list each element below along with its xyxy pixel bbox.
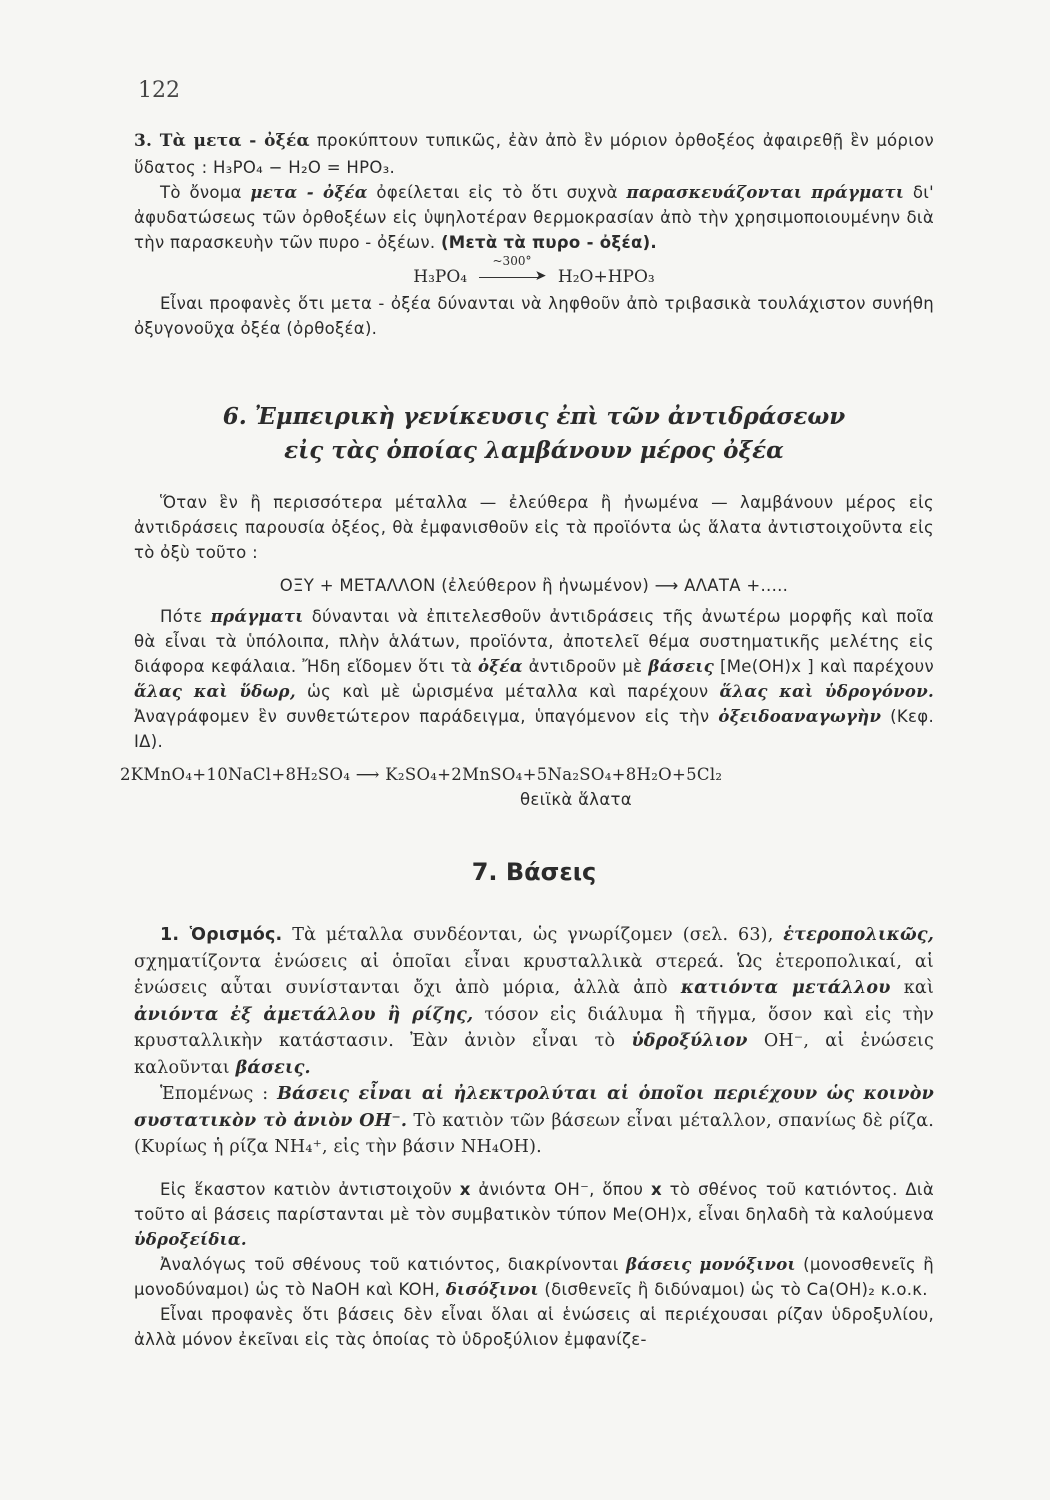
metals-acids-paragraph: Ὅταν ἓν ἢ περισσότερα μέταλλα — ἐλεύθερα ἢ ἠνωμένα — λαμβάνουν μέρος εἰς ἀντιδράσεις παρουσία ὀξέος, θὰ ἐμφανισθοῦν εἰς τὰ προϊόντα ὡς ἅλατα ἀντιστοιχοῦντα εἰς τὸ ὀξὺ τοῦτο : [134,493,934,562]
section-bases-body [134,922,934,1352]
reaction-arrow: ~300° ➤ [479,270,547,284]
phosphoric-dehydration-equation: H₃PO₄ ~300° ➤ H₂O+HPO₃ [413,254,655,287]
meta-acids-heading: 3. Τὰ μετα - ὀξέα [134,131,310,151]
section-6-title-line2: εἰς τὰς ὁποίας λαμβάνουν μέρος ὀξέα [284,437,784,464]
sulfate-salts-note: θειϊκὰ ἅλατα [520,790,632,809]
meta-acids-conclusion: Εἶναι προφανὲς ὅτι μετα - ὀξέα δύνανται νὰ ληφθοῦν ἀπὸ τριβασικὰ τουλάχιστον συνήθη ὀξυγονοῦχα ὀξέα (ὀρθοξέα). [134,293,934,338]
section-empirical-generalization [134,400,934,468]
section-7-title: 7. Βάσεις [471,858,597,886]
section-meta-acids [134,128,934,341]
acidity-classification-paragraph: Ἀναλόγως τοῦ σθένους τοῦ κατιόντος, διακρίνονται βάσεις μονόξινοι (μονοσθενεῖς ἢ μονοδύναμοι) ὡς τὸ NaOH καὶ KOH, δισόξινοι (δισθενεῖς ἢ διδύναμοι) ὡς τὸ Ca(OH)₂ κ.ο.κ. [134,1254,934,1299]
definition-label: 1. Ὁρισμός. [160,925,283,945]
bases-definition-paragraph: 1. Ὁρισμός. Τὰ μέταλλα συνδέονται, ὡς γνωρίζομεν (σελ. 63), ἑτεροπολικῶς, σχηματίζοντα ἑνώσεις αἱ ὁποῖαι εἶναι κρυσταλλικὰ στερεά. Ὡς ἑτεροπολικαί, αἱ ἑνώσεις αὗται συνίστανται ὄχι ἀπὸ μόρια, ἀλλὰ ἀπὸ κατιόντα μετάλλου καὶ ἀνιόντα ἐξ ἀμετάλλου ἢ ρίζης, τόσον εἰς διάλυμα ἢ τῆγμα, ὅσον καὶ εἰς τὴν κρυσταλλικὴν κατάστασιν. Ἐὰν ἀνιὸν εἶναι τὸ ὑδροξύλιον OH⁻, αἱ ἑνώσεις καλοῦνται βάσεις. [134,925,935,1078]
section-6-body [120,490,934,812]
meta-acids-definition: 3. Τὰ μετα - ὀξέα προκύπτουν τυπικῶς, ἐὰν ἀπὸ ἓν μόριον ὀρθοξέος ἀφαιρεθῇ ἓν μόριον ὕδατος : H₃PO₄ − H₂O = HPO₃. [134,131,934,177]
permanganate-equation: 2KMnO₄+10NaCl+8H₂SO₄ ⟶ K₂SO₄+2MnSO₄+5Na₂SO₄+8H₂O+5Cl₂ [120,765,723,784]
page-number: 122 [138,78,180,103]
hydroxide-count-paragraph: Εἰς ἕκαστον κατιὸν ἀντιστοιχοῦν x ἀνιόντα OH⁻, ὅπου x τὸ σθένος τοῦ κατιόντος. Διὰ τοῦτο αἱ βάσεις παρίστανται μὲ τὸν συμβατικὸν τύπον Me(OH)x, εἶναι δηλαδὴ τὰ καλούμενα ὑδροξείδια. [134,1179,934,1249]
section-6-title-line1: 6. Ἐμπειρικὴ γενίκευσις ἐπὶ τῶν ἀντιδράσεων [222,403,846,430]
reactions-discussion-paragraph: Πότε πράγματι δύνανται νὰ ἐπιτελεσθοῦν ἀντιδράσεις τῆς ἀνωτέρω μορφῆς καὶ ποῖα θὰ εἶναι τὰ ὑπόλοιπα, πλὴν ἁλάτων, προϊόντα, ἀποτελεῖ θέμα συστηματικῆς μελέτης εἰς διάφορα κεφάλαια. Ἤδη εἴδομεν ὅτι τὰ ὀξέα ἀντιδροῦν μὲ βάσεις [Me(OH)x ] καὶ παρέχουν ἅλας καὶ ὕδωρ, ὡς καὶ μὲ ὡρισμένα μέταλλα καὶ παρέχουν ἅλας καὶ ὑδρογόνον. Ἀναγράφομεν ἓν συνθετώτερον παράδειγμα, ὑπαγόμενον εἰς τὴν ὀξειδοαναγωγὴν (Κεφ. ΙΔ). [134,607,934,751]
section-bases-title-wrap [134,858,934,886]
bases-consequence-paragraph: Ἑπομένως : Βάσεις εἶναι αἱ ἠλεκτρολύται αἱ ὁποῖοι περιέχουν ὡς κοινὸν συστατικὸν τὸ ἀνιὸν OH⁻. Τὸ κατιὸν τῶν βάσεων εἶναι μέταλλον, σπανίως δὲ ρίζα. (Κυρίως ἡ ρίζα NH₄⁺, εἰς τὴν βάσιν NH₄OH). [134,1084,935,1157]
meta-acids-name-paragraph: Τὸ ὄνομα μετα - ὀξέα ὀφείλεται εἰς τὸ ὅτι συχνὰ παρασκευάζονται πράγματι δι' ἀφυδατώσεως τῶν ὀρθοξέων εἰς ὑψηλοτέραν θερμοκρασίαν ἀπὸ τὴν χρησιμοποιουμένην διὰ τὴν παρασκευὴν τῶν πυρο - ὀξέων. (Μετὰ τὰ πυρο - ὀξέα). [134,182,934,252]
general-reaction-scheme: ΟΞΥ + ΜΕΤΑΛΛΟΝ (ἐλεύθερον ἢ ἠνωμένον) ⟶ ΑΛΑΤΑ +..... [279,576,789,595]
hydroxyl-note-paragraph: Εἶναι προφανὲς ὅτι βάσεις δὲν εἶναι ὅλαι αἱ ἑνώσεις αἱ περιέχουσαι ρίζαν ὑδροξυλίου, ἀλλὰ μόνον ἐκεῖναι εἰς τὰς ὁποίας τὸ ὑδροξύλιον ἐμφανίζε- [134,1304,934,1349]
